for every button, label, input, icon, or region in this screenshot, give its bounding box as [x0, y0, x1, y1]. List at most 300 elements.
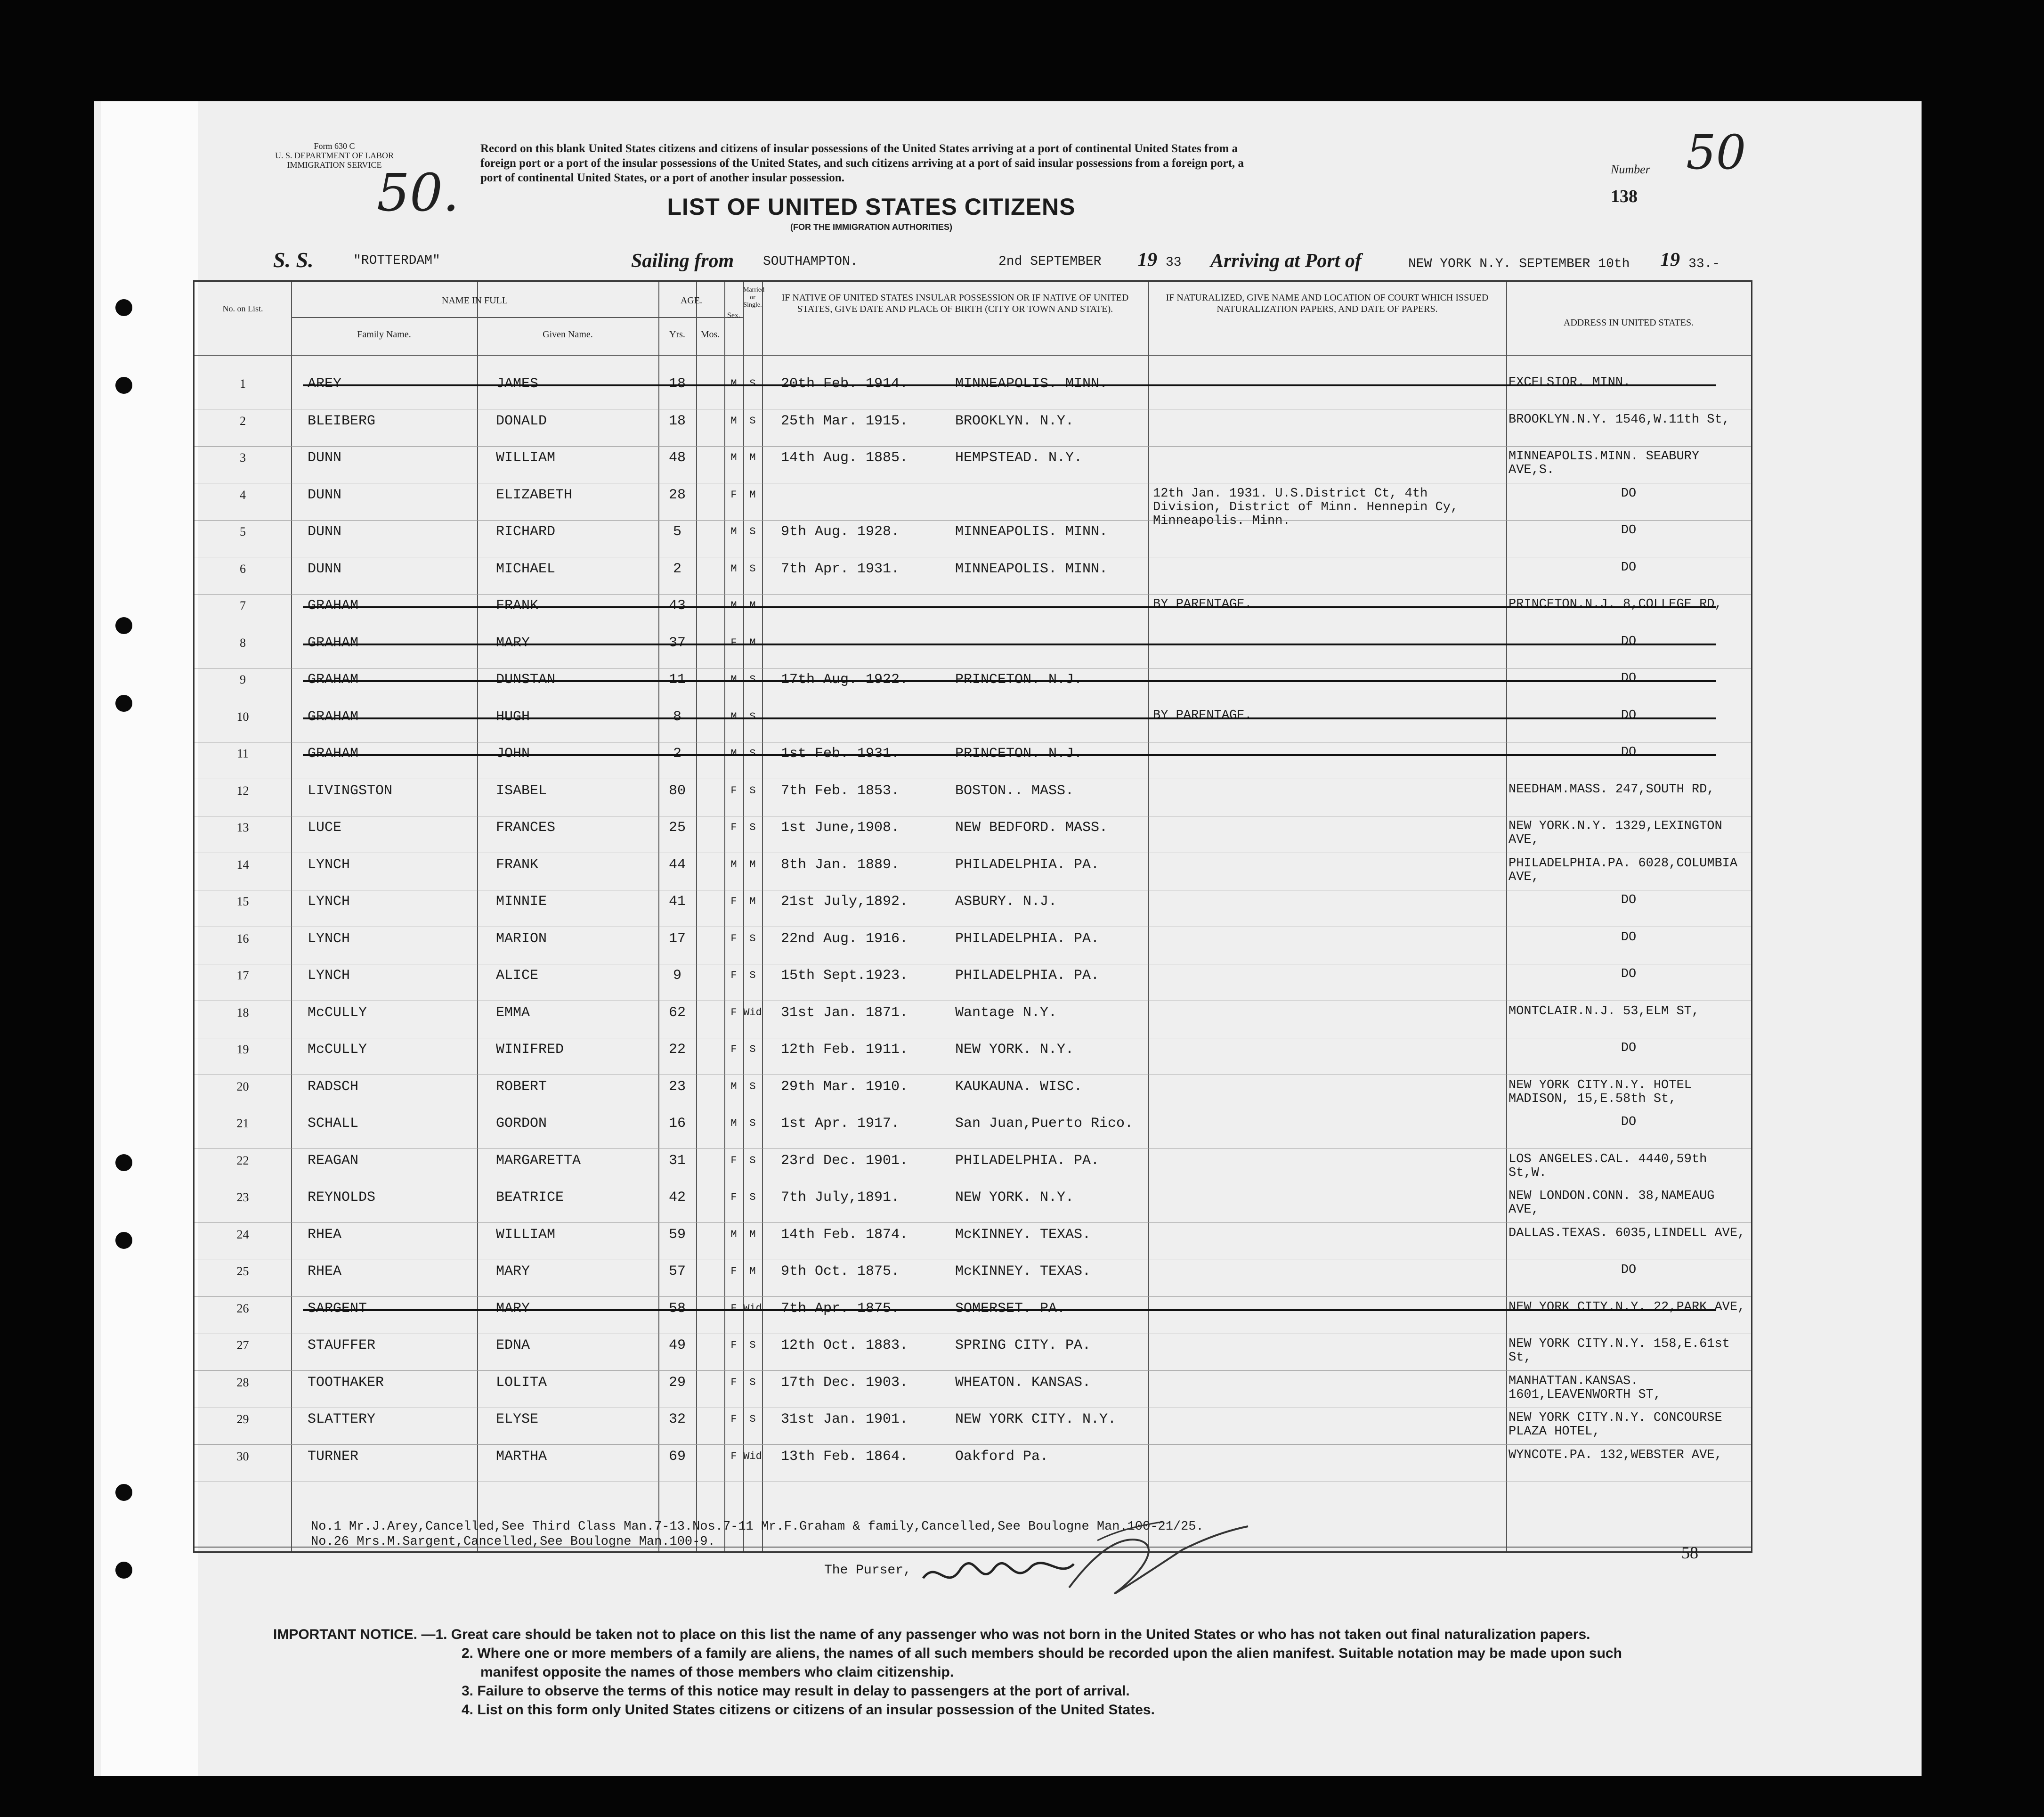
header-given-name: Given Name.	[543, 329, 593, 340]
cell-ms: M	[749, 489, 756, 501]
cell-sex: M	[730, 1117, 737, 1129]
cell-place: PHILADELPHIA. PA.	[955, 968, 1100, 984]
cell-family: RHEA	[308, 1226, 342, 1243]
important-notice	[273, 1625, 1804, 1719]
cell-no: 1	[240, 377, 246, 391]
cell-family: TOOTHAKER	[308, 1374, 384, 1391]
cell-no: 14	[236, 857, 249, 872]
cell-sex: F	[730, 822, 737, 833]
cell-no: 7	[240, 599, 246, 612]
cell-no: 12	[236, 783, 249, 798]
punch-hole	[115, 617, 132, 634]
cell-ms: S	[749, 1376, 756, 1388]
preamble-line: Record on this blank United States citizens and citizens of insular possessions of the United States arriving at a port of continental United States from a	[480, 142, 1238, 155]
cell-given: MICHAEL	[496, 561, 556, 577]
cell-sex: F	[730, 1302, 737, 1314]
cell-sex: F	[730, 1154, 737, 1166]
cell-age: 37	[668, 635, 686, 651]
cell-age: 48	[668, 450, 686, 466]
cell-addr: NEW YORK CITY.N.Y. 22,PARK AVE,	[1509, 1300, 1745, 1314]
cell-family: REAGAN	[308, 1152, 359, 1169]
cell-family: GRAHAM	[308, 598, 359, 614]
purser-signature	[918, 1522, 1257, 1611]
cell-sex: M	[730, 1080, 737, 1092]
cell-ms: S	[749, 932, 756, 945]
cell-sex: F	[730, 489, 737, 501]
form-number: Form 630 C	[314, 141, 355, 151]
cell-addr: DO	[1621, 560, 1637, 575]
cell-family: McCULLY	[308, 1042, 367, 1058]
strike-through-line	[303, 717, 1716, 719]
cell-place: BROOKLYN. N.Y.	[955, 413, 1074, 429]
cell-place: Wantage N.Y.	[955, 1004, 1057, 1021]
cell-addr: DO	[1621, 893, 1637, 907]
cell-ms: S	[749, 562, 756, 575]
strike-through-line	[303, 384, 1716, 386]
punch-hole	[115, 1484, 132, 1501]
punch-hole	[115, 1562, 132, 1579]
cell-family: GRAHAM	[308, 672, 359, 688]
cell-addr: DO	[1621, 523, 1637, 538]
cell-place: PHILADELPHIA. PA.	[955, 856, 1100, 873]
cell-given: DUNSTAN	[496, 672, 556, 688]
cell-ms: M	[749, 896, 756, 907]
strike-through-line	[303, 644, 1716, 645]
cell-no: 29	[236, 1412, 249, 1426]
cell-given: FRANK	[496, 856, 539, 873]
cell-given: WILLIAM	[496, 450, 556, 466]
cell-no: 25	[236, 1264, 249, 1278]
cell-no: 10	[236, 709, 249, 724]
cell-sex: F	[730, 1006, 737, 1018]
cell-no: 2	[240, 414, 246, 428]
header-months: Mos.	[700, 329, 720, 340]
arriving-label: Arriving at Port of	[1210, 250, 1362, 272]
cell-family: GRAHAM	[308, 635, 359, 651]
cell-sex: M	[730, 452, 737, 464]
cell-date: 21st July,1892.	[781, 894, 908, 910]
cell-no: 3	[240, 451, 246, 464]
cell-family: LIVINGSTON	[308, 782, 393, 799]
header-sex: Sex.	[727, 311, 740, 319]
cell-nat: BY PARENTAGE.	[1153, 597, 1252, 611]
cell-family: DUNN	[308, 524, 342, 540]
cell-addr: DO	[1621, 708, 1637, 723]
cell-age: 59	[668, 1226, 686, 1243]
notice-item: 3. Failure to observe the terms of this notice may result in delay to passengers at the port of arrival.	[462, 1683, 1130, 1699]
cell-sex: M	[730, 674, 737, 685]
cell-family: LUCE	[308, 820, 342, 836]
cell-sex: F	[730, 784, 737, 797]
cell-addr: MINNEAPOLIS.MINN. SEABURY AVE,S.	[1509, 449, 1700, 477]
cell-addr: DO	[1621, 967, 1637, 981]
cell-given: HUGH	[496, 709, 530, 725]
header-birth: IF NATIVE OF UNITED STATES INSULAR POSSESSION OR IF NATIVE OF UNITED STATES, GIVE DATE AND PLACE OF BIRTH (CITY OR TOWN AND STATE).	[781, 293, 1129, 314]
cell-no: 27	[236, 1338, 249, 1352]
notice-item: 2. Where one or more members of a family are aliens, the names of all such members should be recorded upon the alien manifest. Suitable notation may be made upon such	[462, 1646, 1622, 1661]
cell-age: 18	[668, 376, 686, 392]
cell-age: 44	[668, 856, 686, 873]
cell-given: BEATRICE	[496, 1190, 564, 1206]
cell-addr: NEW YORK CITY.N.Y. 158,E.61st St,	[1509, 1337, 1730, 1365]
passenger-table	[193, 280, 1752, 1553]
service-name: IMMIGRATION SERVICE	[287, 160, 382, 170]
cell-no: 20	[236, 1079, 249, 1093]
strike-through-line	[303, 754, 1716, 756]
cell-place: NEW YORK. N.Y.	[955, 1042, 1074, 1058]
cell-date: 15th Sept.1923.	[781, 968, 908, 984]
cell-place: McKINNEY. TEXAS.	[955, 1263, 1091, 1279]
cell-age: 29	[668, 1374, 686, 1391]
number-value: 50	[1686, 125, 1746, 180]
cell-age: 49	[668, 1337, 686, 1353]
cell-place: BOSTON.. MASS.	[955, 782, 1074, 799]
cell-ms: S	[749, 1154, 756, 1166]
header-name-in-full: NAME IN FULL	[442, 295, 508, 306]
cell-place: MINNEAPOLIS. MINN.	[955, 561, 1108, 577]
number-label: Number	[1611, 163, 1650, 176]
cell-ms: S	[749, 748, 756, 759]
cell-place: PRINCETON. N.J.	[955, 672, 1083, 688]
cell-nat: BY PARENTAGE.	[1153, 708, 1252, 723]
cell-addr: LOS ANGELES.CAL. 4440,59th St,W.	[1509, 1152, 1707, 1180]
cell-age: 80	[668, 782, 686, 799]
cell-place: PHILADELPHIA. PA.	[955, 930, 1100, 947]
cell-no: 23	[236, 1190, 249, 1204]
cell-family: LYNCH	[308, 968, 350, 984]
cell-family: REYNOLDS	[308, 1190, 376, 1206]
cell-ms: M	[749, 636, 756, 649]
header-naturalized: IF NATURALIZED, GIVE NAME AND LOCATION OF COURT WHICH ISSUED NATURALIZATION PAPERS, AND DATE OF PAPERS.	[1166, 293, 1489, 314]
header-family-name: Family Name.	[357, 329, 411, 340]
cell-addr: DO	[1621, 486, 1637, 501]
ss-label: S. S.	[273, 248, 314, 272]
sailing-year: 33	[1166, 255, 1182, 270]
cell-given: MARY	[496, 1263, 530, 1279]
cell-date: 1st Apr. 1917.	[781, 1116, 900, 1132]
department-name: U. S. DEPARTMENT OF LABOR	[275, 151, 394, 160]
cell-addr: NEW YORK CITY.N.Y. HOTEL MADISON, 15,E.58th St,	[1509, 1078, 1692, 1106]
cell-ms: S	[749, 1043, 756, 1055]
cell-given: EMMA	[496, 1004, 530, 1021]
cell-family: SARGENT	[308, 1300, 367, 1317]
cell-ms: S	[749, 415, 756, 427]
cell-date: 12th Feb. 1911.	[781, 1042, 908, 1058]
punch-hole	[115, 377, 132, 394]
notice-lead: IMPORTANT NOTICE.	[273, 1627, 418, 1642]
cell-family: DUNN	[308, 561, 342, 577]
cell-given: LOLITA	[496, 1374, 547, 1391]
cell-sex: M	[730, 748, 737, 759]
cell-ms: M	[749, 1228, 756, 1240]
cell-family: DUNN	[308, 487, 342, 503]
cell-place: SPRING CITY. PA.	[955, 1337, 1091, 1353]
cell-given: FRANCES	[496, 820, 556, 836]
cell-family: BLEIBERG	[308, 413, 376, 429]
binding-strip	[101, 101, 198, 1776]
cell-ms: M	[749, 452, 756, 464]
cell-ms: S	[749, 970, 756, 981]
cell-given: MARION	[496, 930, 547, 947]
cell-family: RHEA	[308, 1263, 342, 1279]
cell-no: 28	[236, 1375, 249, 1389]
cell-ms: S	[749, 1413, 756, 1425]
cell-date: 23rd Dec. 1901.	[781, 1152, 908, 1169]
cell-place: NEW BEDFORD. MASS.	[955, 820, 1108, 836]
cell-date: 31st Jan. 1901.	[781, 1411, 908, 1427]
cell-age: 31	[668, 1152, 686, 1169]
cell-ms: M	[749, 1265, 756, 1277]
sailing-date: 2nd SEPTEMBER	[998, 254, 1102, 269]
cell-date: 31st Jan. 1871.	[781, 1004, 908, 1021]
cell-place: PHILADELPHIA. PA.	[955, 1152, 1100, 1169]
cell-given: MINNIE	[496, 894, 547, 910]
cell-addr: DO	[1621, 930, 1637, 945]
cell-sex: F	[730, 1339, 737, 1351]
cell-place: HEMPSTEAD. N.Y.	[955, 450, 1083, 466]
cell-no: 13	[236, 821, 249, 834]
cell-date: 1st June,1908.	[781, 820, 900, 836]
cell-date: 17th Dec. 1903.	[781, 1374, 908, 1391]
cell-no: 17	[236, 969, 249, 982]
cell-given: WINIFRED	[496, 1042, 564, 1058]
cell-date: 17th Aug. 1922.	[781, 672, 908, 688]
cell-place: NEW YORK CITY. N.Y.	[955, 1411, 1117, 1427]
cell-no: 4	[240, 488, 246, 502]
cell-sex: F	[730, 1265, 737, 1277]
cell-ms: S	[749, 526, 756, 538]
cell-age: 62	[668, 1004, 686, 1021]
cell-family: RADSCH	[308, 1078, 359, 1095]
cell-given: MARTHA	[496, 1448, 547, 1465]
cell-age: 18	[668, 413, 686, 429]
arrival-port-date: NEW YORK N.Y. SEPTEMBER 10th	[1408, 257, 1630, 271]
cell-no: 16	[236, 931, 249, 945]
cell-no: 11	[236, 747, 249, 760]
preamble	[480, 141, 1244, 185]
cell-place: NEW YORK. N.Y.	[955, 1190, 1074, 1206]
cell-addr: NEW LONDON.CONN. 38,NAMEAUG AVE,	[1509, 1189, 1715, 1217]
handwritten-list-number: 50.	[377, 163, 459, 223]
cell-no: 21	[236, 1116, 249, 1130]
cell-place: KAUKAUNA. WISC.	[955, 1078, 1083, 1095]
cell-family: LYNCH	[308, 894, 350, 910]
cell-age: 5	[673, 524, 681, 540]
cell-sex: M	[730, 562, 737, 575]
strike-through-line	[303, 606, 1716, 608]
cell-ms: S	[749, 784, 756, 797]
cell-ms: M	[749, 600, 756, 611]
cell-age: 28	[668, 487, 686, 503]
cell-age: 23	[668, 1078, 686, 1095]
cell-given: ROBERT	[496, 1078, 547, 1095]
cell-no: 26	[236, 1301, 249, 1315]
cell-given: GORDON	[496, 1116, 547, 1132]
cell-date: 8th Jan. 1889.	[781, 856, 900, 873]
cell-no: 24	[236, 1227, 249, 1241]
cell-ms: S	[749, 378, 756, 390]
cell-addr: NEW YORK.N.Y. 1329,LEXINGTON AVE,	[1509, 819, 1722, 847]
cell-no: 8	[240, 636, 246, 650]
cell-date: 9th Oct. 1875.	[781, 1263, 900, 1279]
cell-age: 2	[673, 561, 681, 577]
cell-addr: DO	[1621, 1115, 1637, 1129]
preamble-line: foreign port or a port of the insular possessions of the United States, and such citizens arriving at a port of said insular possessions from a foreign port, a	[480, 157, 1244, 170]
cell-date: 20th Feb. 1914.	[781, 376, 908, 392]
cell-addr: MANHATTAN.KANSAS. 1601,LEAVENWORTH ST,	[1509, 1374, 1662, 1402]
cell-age: 32	[668, 1411, 686, 1427]
cell-addr: EXCELSIOR. MINN.	[1509, 375, 1631, 390]
cell-ms: S	[749, 674, 756, 685]
cell-family: SCHALL	[308, 1116, 359, 1132]
cell-ms: M	[749, 858, 756, 871]
punch-hole	[115, 695, 132, 712]
page-title: LIST OF UNITED STATES CITIZENS	[667, 194, 1076, 220]
cell-given: ELYSE	[496, 1411, 539, 1427]
header-address: ADDRESS IN UNITED STATES.	[1563, 318, 1694, 328]
cell-addr: WYNCOTE.PA. 132,WEBSTER AVE,	[1509, 1448, 1722, 1462]
cell-age: 25	[668, 820, 686, 836]
cell-family: TURNER	[308, 1448, 359, 1465]
cell-age: 11	[668, 672, 686, 688]
cell-sex: F	[730, 932, 737, 945]
cell-sex: F	[730, 1450, 737, 1462]
punch-hole	[115, 1232, 132, 1249]
cell-place: MINNEAPOLIS. MINN.	[955, 376, 1108, 392]
header-no: No. on List.	[222, 304, 263, 313]
cell-date: 22nd Aug. 1916.	[781, 930, 908, 947]
cell-given: FRANK	[496, 598, 539, 614]
cell-sex: M	[730, 378, 737, 390]
cell-addr: DO	[1621, 745, 1637, 759]
page-subtitle: (FOR THE IMMIGRATION AUTHORITIES)	[790, 222, 952, 232]
cell-place: ASBURY. N.J.	[955, 894, 1057, 910]
cell-ms: S	[749, 710, 756, 723]
year-prefix: 19	[1660, 249, 1680, 271]
cell-sex: M	[730, 526, 737, 538]
punch-hole	[115, 299, 132, 316]
strike-through-line	[303, 680, 1716, 682]
cell-sex: F	[730, 1191, 737, 1203]
purser-label: The Purser,	[824, 1563, 911, 1578]
cell-date: 25th Mar. 1915.	[781, 413, 908, 429]
cell-age: 17	[668, 930, 686, 947]
sub-number: 138	[1611, 187, 1638, 206]
cell-age: 43	[668, 598, 686, 614]
cell-addr: NEW YORK CITY.N.Y. CONCOURSE PLAZA HOTEL,	[1509, 1411, 1722, 1439]
cell-ms: S	[749, 1117, 756, 1129]
page-number: 58	[1681, 1543, 1698, 1562]
cell-given: ALICE	[496, 968, 539, 984]
cell-family: LYNCH	[308, 930, 350, 947]
cell-place: San Juan,Puerto Rico.	[955, 1116, 1134, 1132]
cell-date: 9th Aug. 1928.	[781, 524, 900, 540]
cell-age: 69	[668, 1448, 686, 1465]
cell-place: McKINNEY. TEXAS.	[955, 1226, 1091, 1243]
cell-family: SLATTERY	[308, 1411, 376, 1427]
cell-addr: NEEDHAM.MASS. 247,SOUTH RD,	[1509, 782, 1715, 797]
cell-addr: PRINCETON.N.J. 8,COLLEGE RD,	[1509, 597, 1722, 611]
cell-given: JAMES	[496, 376, 539, 392]
cell-age: 16	[668, 1116, 686, 1132]
cell-addr: BROOKLYN.N.Y. 1546,W.11th St,	[1509, 412, 1730, 427]
cell-ms: S	[749, 822, 756, 833]
cell-addr: DO	[1621, 634, 1637, 649]
cancellation-note: No.1 Mr.J.Arey,Cancelled,See Third Class Man.7-13.Nos.7-11 Mr.F.Graham & family,Cancelled,See Boulogne Man.100-21/25.	[311, 1520, 1204, 1534]
cell-no: 15	[236, 895, 249, 908]
notice-item: 4. List on this form only United States citizens or citizens of an insular possession of the United States.	[462, 1702, 1155, 1718]
cell-addr: DO	[1621, 671, 1637, 685]
cell-age: 8	[673, 709, 681, 725]
ship-name: "ROTTERDAM"	[353, 253, 440, 268]
cell-sex: M	[730, 710, 737, 723]
cell-date: 7th Apr. 1931.	[781, 561, 900, 577]
cell-age: 2	[673, 746, 681, 762]
cell-date: 1st Feb. 1931.	[781, 746, 900, 762]
cell-no: 5	[240, 525, 246, 538]
cell-no: 30	[236, 1449, 249, 1463]
cell-addr: PHILADELPHIA.PA. 6028,COLUMBIA AVE,	[1509, 856, 1738, 884]
cell-given: ISABEL	[496, 782, 547, 799]
cell-place: Oakford Pa.	[955, 1448, 1049, 1465]
header-married-single: Married or Single.	[743, 286, 765, 309]
cell-age: 57	[668, 1263, 686, 1279]
cell-date: 7th July,1891.	[781, 1190, 900, 1206]
cell-date: 7th Feb. 1853.	[781, 782, 900, 799]
cell-given: DONALD	[496, 413, 547, 429]
cell-date: 29th Mar. 1910.	[781, 1078, 908, 1095]
cell-family: DUNN	[308, 450, 342, 466]
cell-place: SOMERSET. PA.	[955, 1300, 1066, 1317]
cell-family: GRAHAM	[308, 746, 359, 762]
cell-sex: F	[730, 1413, 737, 1425]
cell-date: 7th Apr. 1875.	[781, 1300, 900, 1317]
sailing-port: SOUTHAMPTON.	[763, 254, 858, 269]
cell-family: McCULLY	[308, 1004, 367, 1021]
cell-date: 14th Feb. 1874.	[781, 1226, 908, 1243]
cell-given: ELIZABETH	[496, 487, 573, 503]
cell-family: LYNCH	[308, 856, 350, 873]
header-years: Yrs.	[669, 329, 685, 340]
cell-place: WHEATON. KANSAS.	[955, 1374, 1091, 1391]
punch-hole	[115, 1154, 132, 1171]
cell-no: 18	[236, 1005, 249, 1019]
cell-family: GRAHAM	[308, 709, 359, 725]
cell-place: PRINCETON. N.J.	[955, 746, 1083, 762]
sailing-label: Sailing from	[631, 250, 734, 272]
arrival-year: 33.-	[1688, 257, 1720, 271]
cell-given: JOHN	[496, 746, 530, 762]
cell-sex: M	[730, 600, 737, 611]
cell-no: 9	[240, 673, 246, 686]
cell-ms: Wid	[743, 1302, 762, 1314]
year-prefix: 19	[1137, 249, 1157, 271]
cell-sex: M	[730, 415, 737, 427]
cell-date: 12th Oct. 1883.	[781, 1337, 908, 1353]
cell-sex: F	[730, 636, 737, 649]
cell-no: 6	[240, 562, 246, 576]
notice-item: —1. Great care should be taken not to place on this list the name of any passenger who was not born in the United States or who has not taken out final naturalization papers.	[421, 1627, 1590, 1642]
cell-no: 19	[236, 1043, 249, 1056]
cancellation-note: No.26 Mrs.M.Sargent,Cancelled,See Boulogne Man.100-9.	[311, 1535, 715, 1549]
cell-age: 22	[668, 1042, 686, 1058]
header-age: AGE.	[680, 295, 703, 306]
cell-ms: Wid	[743, 1450, 762, 1462]
cell-place: MINNEAPOLIS. MINN.	[955, 524, 1108, 540]
cell-given: WILLIAM	[496, 1226, 556, 1243]
notice-item: manifest opposite the names of those members who claim citizenship.	[480, 1664, 954, 1680]
cell-ms: Wid	[743, 1006, 762, 1018]
